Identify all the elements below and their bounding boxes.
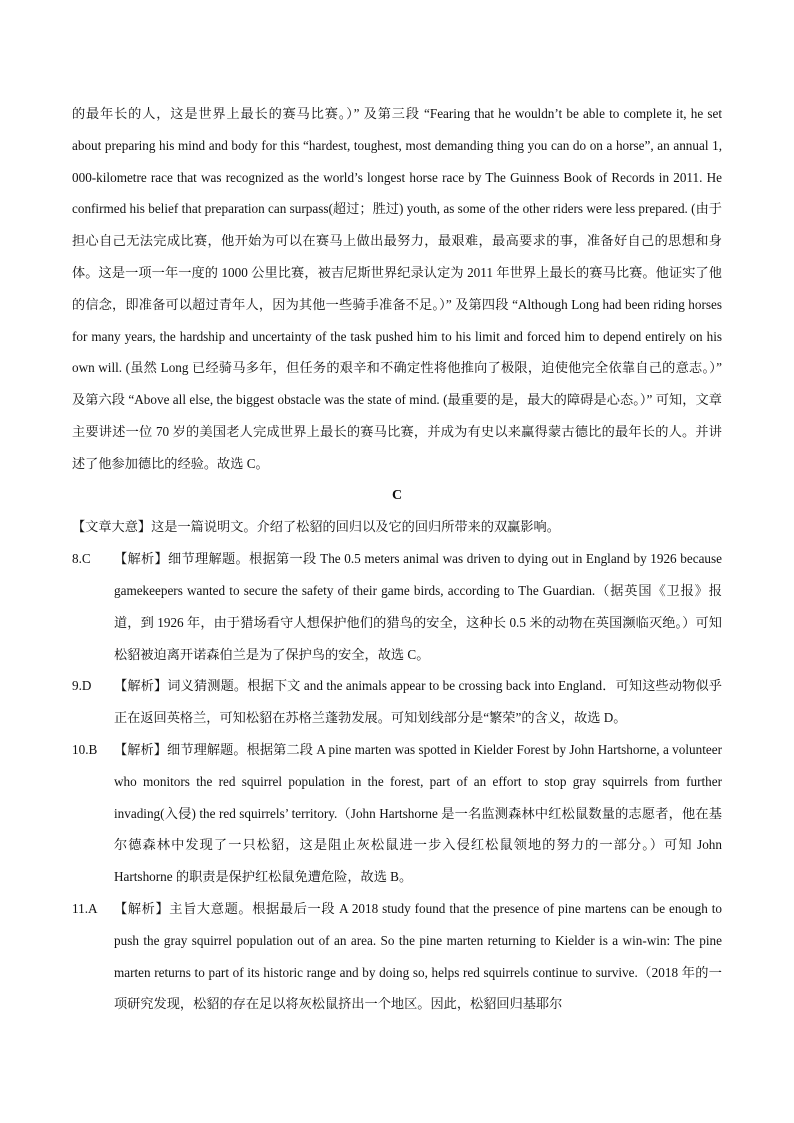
- question-number: 10.B: [72, 741, 98, 757]
- question-item: [72, 670, 722, 734]
- question-analysis: 【解析】细节理解题。根据第二段 A pine marten was spotted in Kielder Forest by John Hartshorne, a volunteer who monitors the red squirrel population in the forest, part of an effort to stop gray squirrels from further invading(入侵) the red squirrels’ territory.（John Hartshorne 是一名监测森林中红松鼠数量的志愿者，他在基尔德森林中发现了一只松貂，这是阻止灰松鼠进一步入侵红松鼠领地的努力的一部分。）可知 John Hartshorne 的职责是保护红松鼠免遭危险，故选 B。: [114, 741, 722, 885]
- question-number: 8.C: [72, 551, 91, 567]
- question-analysis: 【解析】细节理解题。根据第一段 The 0.5 meters animal was driven to dying out in England by 1926 because gamekeepers wanted to secure the safety of their game birds, according to The Guardian.（据英国《卫报》报道，到 1926 年，由于猎场看守人想保护他们的猎鸟的安全，这种长 0.5 米的动物在英国濒临灭绝。）可知松貂被迫离开诺森伯兰是为了保护鸟的安全，故选 C。: [114, 551, 722, 662]
- question-analysis: 【解析】主旨大意题。根据最后一段 A 2018 study found that the presence of pine martens can be enough to push the gray squirrel population out of an area. So the pine marten returning to Kielder is a win-win: The pine marten returns to part of its historic range and by doing so, helps red squirrels continue to survive.（2018 年的一项研究发现，松貂的存在足以将灰松鼠挤出一个地区。因此，松貂回归基耶尔: [114, 900, 722, 1012]
- question-item: [72, 543, 722, 670]
- question-item: [72, 734, 722, 893]
- section-summary: 【文章大意】这是一篇说明文。介绍了松貂的回归以及它的回归所带来的双赢影响。: [72, 519, 560, 535]
- section-title: C: [391, 487, 403, 503]
- question-number: 9.D: [72, 678, 92, 694]
- answer-explanation-content: [72, 98, 722, 1020]
- question-analysis: 【解析】词义猜测题。根据下文 and the animals appear to be crossing back into England．可知这些动物似乎正在返回英格兰，可知松貂在苏格兰蓬勃发展。可知划线部分是“繁荣”的含义，故选 D。: [114, 678, 722, 726]
- question-number: 11.A: [72, 900, 98, 916]
- intro-paragraph: 的最年长的人，这是世界上最长的赛马比赛。）” 及第三段 “Fearing that he wouldn’t be able to complete it, he set about preparing his mind and body for this “hardest, toughest, most demanding thing you can do on a horse”, an annual 1, 000-kilometre race that was recognized as the world’s longest horse race by The Guinness Book of Records in 2011. He confirmed his belief that preparation can surpass(超过；胜过) youth, as some of the other riders were less prepared. (由于担心自己无法完成比赛，他开始为可以在赛马上做出最努力，最艰难，最高要求的事，准备好自己的思想和身体。这是一项一年一度的 1000 公里比赛，被吉尼斯世界纪录认定为 2011 年世界上最长的赛马比赛。他证实了他的信念，即准备可以超过青年人，因为其他一些骑手准备不足。）” 及第四段 “Although Long had been riding horses for many years, the hardship and uncertainty of the task pushed him to his limit and forced him to depend entirely on his own will. (虽然 Long 已经骑马多年，但任务的艰辛和不确定性将他推向了极限，迫使他完全依靠自己的意志。）” 及第六段 “Above all else, the biggest obstacle was the state of mind. (最重要的是，最大的障碍是心态。）” 可知，文章主要讲述一位 70 岁的美国老人完成世界上最长的赛马比赛，并成为有史以来赢得蒙古德比的最年长的人。并讲述了他参加德比的经验。故选 C。: [72, 106, 722, 471]
- question-item: [72, 893, 722, 1020]
